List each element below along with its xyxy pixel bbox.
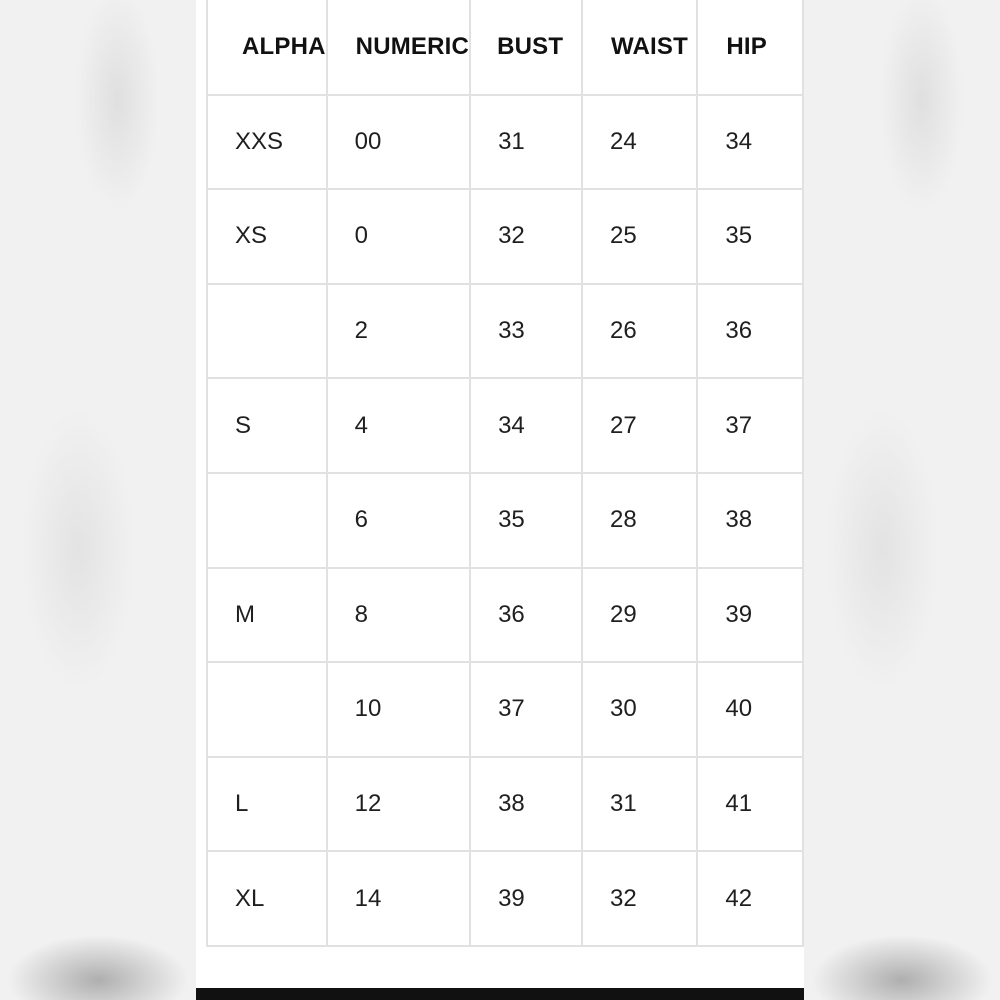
table-row <box>207 284 803 379</box>
cell-waist: 30 <box>582 662 697 757</box>
cell-numeric: 6 <box>327 473 470 568</box>
cell-waist: 25 <box>582 189 697 284</box>
cell-alpha <box>207 473 327 568</box>
cell-alpha: M <box>207 568 327 663</box>
cell-numeric: 12 <box>327 757 470 852</box>
cell-waist: 31 <box>582 757 697 852</box>
cell-waist: 29 <box>582 568 697 663</box>
cell-numeric: 10 <box>327 662 470 757</box>
cell-hip: 36 <box>697 284 803 379</box>
cell-bust: 31 <box>470 95 582 190</box>
cell-alpha: XXS <box>207 95 327 190</box>
cell-bust: 38 <box>470 757 582 852</box>
table-row <box>207 568 803 663</box>
cell-hip: 39 <box>697 568 803 663</box>
cell-bust: 34 <box>470 378 582 473</box>
table-row <box>207 378 803 473</box>
column-header-waist: WAIST <box>582 0 697 95</box>
cell-bust: 33 <box>470 284 582 379</box>
cell-numeric: 4 <box>327 378 470 473</box>
cell-hip: 37 <box>697 378 803 473</box>
cell-numeric: 0 <box>327 189 470 284</box>
cell-waist: 24 <box>582 95 697 190</box>
table-row <box>207 757 803 852</box>
blurred-background-left <box>0 0 196 1000</box>
column-header-hip: HIP <box>697 0 803 95</box>
cell-hip: 40 <box>697 662 803 757</box>
cell-waist: 28 <box>582 473 697 568</box>
cell-bust: 36 <box>470 568 582 663</box>
cell-waist: 27 <box>582 378 697 473</box>
cell-alpha <box>207 284 327 379</box>
table-header-row <box>207 0 803 95</box>
cell-alpha: XL <box>207 851 327 946</box>
cell-alpha: XS <box>207 189 327 284</box>
cell-hip: 41 <box>697 757 803 852</box>
cell-hip: 35 <box>697 189 803 284</box>
column-header-bust: BUST <box>470 0 582 95</box>
cell-hip: 34 <box>697 95 803 190</box>
cell-hip: 38 <box>697 473 803 568</box>
cell-numeric: 2 <box>327 284 470 379</box>
cell-numeric: 8 <box>327 568 470 663</box>
column-header-numeric: NUMERIC <box>327 0 470 95</box>
cell-numeric: 00 <box>327 95 470 190</box>
cell-bust: 39 <box>470 851 582 946</box>
cell-hip: 42 <box>697 851 803 946</box>
table-row <box>207 189 803 284</box>
cell-bust: 35 <box>470 473 582 568</box>
table-row <box>207 662 803 757</box>
table-row <box>207 95 803 190</box>
cell-numeric: 14 <box>327 851 470 946</box>
column-header-alpha: ALPHA <box>207 0 327 95</box>
bottom-bar <box>196 988 804 1000</box>
blurred-background-right <box>804 0 1000 1000</box>
cell-waist: 26 <box>582 284 697 379</box>
cell-bust: 37 <box>470 662 582 757</box>
cell-alpha: L <box>207 757 327 852</box>
cell-bust: 32 <box>470 189 582 284</box>
size-chart-panel <box>196 0 804 1000</box>
cell-waist: 32 <box>582 851 697 946</box>
cell-alpha: S <box>207 378 327 473</box>
table-row <box>207 473 803 568</box>
size-chart-table <box>206 0 804 947</box>
table-row <box>207 851 803 946</box>
cell-alpha <box>207 662 327 757</box>
